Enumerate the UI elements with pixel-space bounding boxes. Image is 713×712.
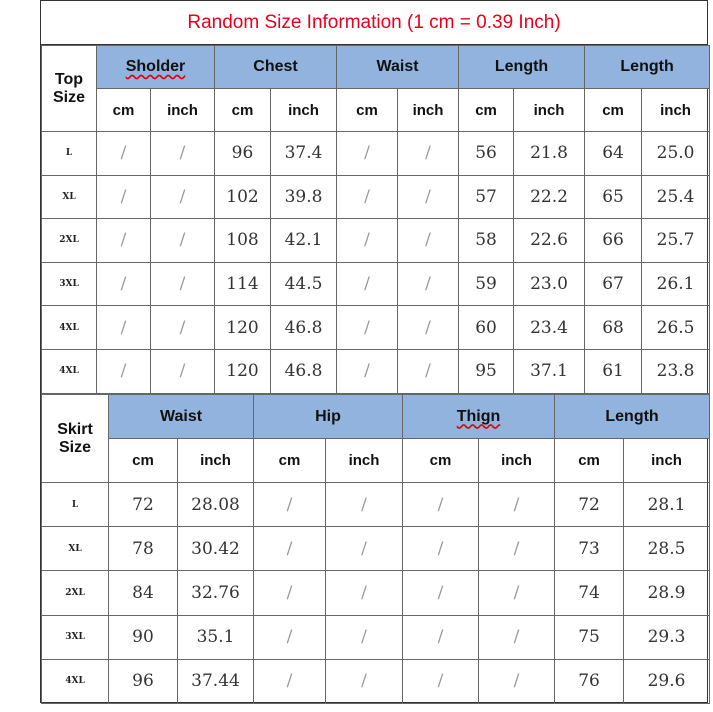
size-cell: 4XL — [42, 306, 97, 350]
value-cell: / — [398, 219, 459, 263]
unit-header: cm — [254, 439, 326, 483]
value-cell: 114 — [215, 262, 271, 306]
top-group-header-row — [42, 46, 710, 89]
group-header — [97, 46, 215, 89]
value-cell: 120 — [215, 306, 271, 350]
value-cell: / — [151, 349, 215, 393]
value-cell: 22.6 — [514, 219, 585, 263]
value-cell: 96 — [109, 659, 178, 703]
value-cell: 65 — [585, 175, 642, 219]
value-cell: 26.5 — [642, 306, 710, 350]
value-cell: 23.0 — [514, 262, 585, 306]
size-cell: 2XL — [42, 219, 97, 263]
value-cell: 76 — [555, 659, 624, 703]
value-cell: / — [337, 132, 398, 176]
value-cell: / — [326, 527, 403, 571]
value-cell: / — [151, 219, 215, 263]
value-cell: / — [403, 571, 479, 615]
value-cell: 90 — [109, 615, 178, 659]
value-cell: 29.3 — [624, 615, 710, 659]
chart-title: Random Size Information (1 cm = 0.39 Inch) — [41, 1, 707, 45]
value-cell: 30.42 — [178, 527, 254, 571]
unit-header: cm — [109, 439, 178, 483]
unit-header: inch — [514, 89, 585, 132]
value-cell: 66 — [585, 219, 642, 263]
value-cell: 23.8 — [642, 349, 710, 393]
value-cell: / — [398, 132, 459, 176]
table-row — [42, 132, 710, 176]
value-cell: / — [337, 175, 398, 219]
value-cell: 28.1 — [624, 483, 710, 527]
unit-header: inch — [271, 89, 337, 132]
value-cell: / — [326, 571, 403, 615]
table-row — [42, 571, 710, 615]
top-unit-header-row — [42, 89, 710, 132]
size-cell: 2XL — [42, 571, 109, 615]
value-cell: 108 — [215, 219, 271, 263]
value-cell: / — [97, 262, 151, 306]
top-size-table — [41, 45, 710, 394]
group-header: Waist — [337, 46, 459, 89]
value-cell: 42.1 — [271, 219, 337, 263]
unit-header: cm — [459, 89, 514, 132]
table-row — [42, 483, 710, 527]
value-cell: 22.2 — [514, 175, 585, 219]
unit-header: inch — [479, 439, 555, 483]
group-header: Waist — [109, 395, 254, 439]
value-cell: 21.8 — [514, 132, 585, 176]
value-cell: / — [479, 483, 555, 527]
value-cell: 75 — [555, 615, 624, 659]
value-cell: / — [326, 659, 403, 703]
value-cell: / — [337, 262, 398, 306]
size-chart — [40, 0, 708, 703]
value-cell: / — [398, 306, 459, 350]
size-cell: 4XL — [42, 349, 97, 393]
value-cell: / — [151, 306, 215, 350]
value-cell: / — [403, 483, 479, 527]
value-cell: / — [479, 659, 555, 703]
table-row — [42, 219, 710, 263]
group-label: Thign — [456, 407, 501, 425]
value-cell: / — [254, 615, 326, 659]
unit-header: inch — [398, 89, 459, 132]
value-cell: 44.5 — [271, 262, 337, 306]
value-cell: / — [254, 483, 326, 527]
size-cell: 3XL — [42, 615, 109, 659]
value-cell: / — [151, 132, 215, 176]
value-cell: / — [97, 306, 151, 350]
value-cell: / — [254, 571, 326, 615]
top-size-label: Top Size — [42, 46, 97, 132]
table-row — [42, 306, 710, 350]
value-cell: 120 — [215, 349, 271, 393]
group-header: Chest — [215, 46, 337, 89]
size-cell: 3XL — [42, 262, 97, 306]
value-cell: 102 — [215, 175, 271, 219]
value-cell: / — [479, 615, 555, 659]
value-cell: 28.9 — [624, 571, 710, 615]
value-cell: / — [403, 659, 479, 703]
value-cell: 56 — [459, 132, 514, 176]
value-cell: / — [479, 527, 555, 571]
skirt-size-label: Skirt Size — [42, 395, 109, 483]
value-cell: / — [97, 175, 151, 219]
value-cell: / — [97, 132, 151, 176]
unit-header: cm — [337, 89, 398, 132]
value-cell: 39.8 — [271, 175, 337, 219]
table-row — [42, 527, 710, 571]
value-cell: / — [337, 219, 398, 263]
group-header — [403, 395, 555, 439]
value-cell: 26.1 — [642, 262, 710, 306]
value-cell: / — [151, 175, 215, 219]
value-cell: 64 — [585, 132, 642, 176]
value-cell: 58 — [459, 219, 514, 263]
unit-header: cm — [403, 439, 479, 483]
value-cell: 29.6 — [624, 659, 710, 703]
group-header: Length — [459, 46, 585, 89]
value-cell: 37.1 — [514, 349, 585, 393]
table-row — [42, 659, 710, 703]
size-cell: L — [42, 132, 97, 176]
value-cell: 25.7 — [642, 219, 710, 263]
value-cell: / — [97, 349, 151, 393]
value-cell: 37.4 — [271, 132, 337, 176]
size-cell: XL — [42, 527, 109, 571]
unit-header: inch — [151, 89, 215, 132]
value-cell: 72 — [109, 483, 178, 527]
unit-header: inch — [326, 439, 403, 483]
table-row — [42, 349, 710, 393]
skirt-group-header-row — [42, 395, 710, 439]
value-cell: / — [326, 615, 403, 659]
value-cell: 25.4 — [642, 175, 710, 219]
table-row — [42, 175, 710, 219]
value-cell: 25.0 — [642, 132, 710, 176]
value-cell: 72 — [555, 483, 624, 527]
value-cell: 23.4 — [514, 306, 585, 350]
value-cell: 73 — [555, 527, 624, 571]
value-cell: / — [337, 349, 398, 393]
unit-header: cm — [555, 439, 624, 483]
value-cell: 60 — [459, 306, 514, 350]
group-label: Sholder — [125, 58, 186, 75]
value-cell: 59 — [459, 262, 514, 306]
value-cell: 57 — [459, 175, 514, 219]
unit-header: cm — [585, 89, 642, 132]
value-cell: 46.8 — [271, 349, 337, 393]
value-cell: / — [398, 262, 459, 306]
unit-header: inch — [624, 439, 710, 483]
unit-header: cm — [97, 89, 151, 132]
value-cell: 28.08 — [178, 483, 254, 527]
value-cell: 74 — [555, 571, 624, 615]
unit-header: cm — [215, 89, 271, 132]
value-cell: 68 — [585, 306, 642, 350]
value-cell: 96 — [215, 132, 271, 176]
table-row — [42, 615, 710, 659]
group-header: Hip — [254, 395, 403, 439]
value-cell: / — [337, 306, 398, 350]
value-cell: / — [254, 527, 326, 571]
group-header: Length — [555, 395, 710, 439]
value-cell: / — [97, 219, 151, 263]
skirt-size-table — [41, 394, 710, 704]
value-cell: / — [479, 571, 555, 615]
value-cell: 84 — [109, 571, 178, 615]
value-cell: 95 — [459, 349, 514, 393]
unit-header: inch — [178, 439, 254, 483]
value-cell: 46.8 — [271, 306, 337, 350]
value-cell: 61 — [585, 349, 642, 393]
value-cell: / — [254, 659, 326, 703]
unit-header: inch — [642, 89, 710, 132]
size-cell: L — [42, 483, 109, 527]
value-cell: 35.1 — [178, 615, 254, 659]
value-cell: / — [403, 615, 479, 659]
value-cell: / — [326, 483, 403, 527]
size-cell: XL — [42, 175, 97, 219]
value-cell: 37.44 — [178, 659, 254, 703]
value-cell: 32.76 — [178, 571, 254, 615]
table-row — [42, 262, 710, 306]
value-cell: 78 — [109, 527, 178, 571]
value-cell: 28.5 — [624, 527, 710, 571]
value-cell: / — [398, 175, 459, 219]
skirt-unit-header-row — [42, 439, 710, 483]
value-cell: / — [398, 349, 459, 393]
group-header: Length — [585, 46, 710, 89]
value-cell: 67 — [585, 262, 642, 306]
size-cell: 4XL — [42, 659, 109, 703]
value-cell: / — [151, 262, 215, 306]
value-cell: / — [403, 527, 479, 571]
